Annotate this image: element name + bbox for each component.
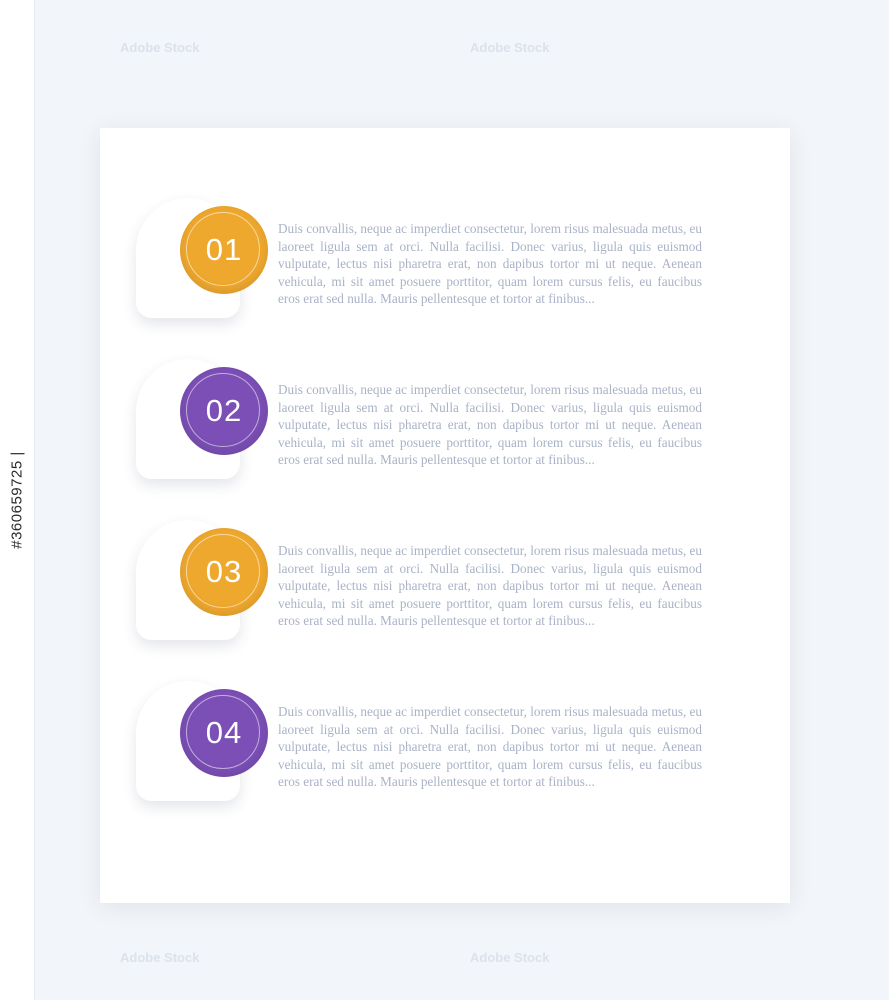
step-badge-plate [136, 359, 243, 479]
step-row[interactable] [100, 359, 790, 521]
stock-watermark-id: #360659725 [8, 460, 26, 549]
step-number-badge[interactable] [180, 367, 268, 455]
step-number-label: 04 [205, 715, 243, 750]
step-body-text: Duis convallis, neque ac imperdiet consectetur, lorem risus malesuada metus, eu laoreet ligula sem at orci. Nulla facilisi. Donec varius, ligula quis euismod vulputate, lectus nisi pharetra erat, non dapibus tortor mi ut neque. Aenean vehicula, mi sit amet posuere porttitor, quam lorem cursus felis, eu faucibus eros erat sed nulla. Mauris pellentesque et tortor at finibus... [278, 382, 702, 468]
step-number-label: 02 [205, 393, 243, 428]
watermark-tile-brand: Adobe Stock [470, 40, 550, 55]
stock-watermark-bar [0, 0, 35, 1000]
watermark-tile [470, 40, 549, 55]
step-number-label: 03 [205, 554, 243, 589]
step-row[interactable] [100, 198, 790, 360]
step-number-badge[interactable] [180, 528, 268, 616]
step-body-text: Duis convallis, neque ac imperdiet consectetur, lorem risus malesuada metus, eu laoreet ligula sem at orci. Nulla facilisi. Donec varius, ligula quis euismod vulputate, lectus nisi pharetra erat, non dapibus tortor mi ut neque. Aenean vehicula, mi sit amet posuere porttitor, quam lorem cursus felis, eu faucibus eros erat sed nulla. Mauris pellentesque et tortor at finibus... [278, 543, 702, 629]
watermark-tile [120, 950, 199, 965]
watermark-tile [470, 950, 549, 965]
watermark-tile-brand: Adobe Stock [120, 950, 200, 965]
step-badge-plate [136, 520, 243, 640]
step-number-badge[interactable] [180, 689, 268, 777]
step-number-badge[interactable] [180, 206, 268, 294]
step-body-text: Duis convallis, neque ac imperdiet consectetur, lorem risus malesuada metus, eu laoreet ligula sem at orci. Nulla facilisi. Donec varius, ligula quis euismod vulputate, lectus nisi pharetra erat, non dapibus tortor mi ut neque. Aenean vehicula, mi sit amet posuere porttitor, quam lorem cursus felis, eu faucibus eros erat sed nulla. Mauris pellentesque et tortor at finibus... [278, 221, 702, 307]
step-badge-plate [136, 198, 243, 318]
step-body-text: Duis convallis, neque ac imperdiet consectetur, lorem risus malesuada metus, eu laoreet ligula sem at orci. Nulla facilisi. Donec varius, ligula quis euismod vulputate, lectus nisi pharetra erat, non dapibus tortor mi ut neque. Aenean vehicula, mi sit amet posuere porttitor, quam lorem cursus felis, eu faucibus eros erat sed nulla. Mauris pellentesque et tortor at finibus... [278, 704, 702, 790]
watermark-tile [120, 40, 199, 55]
step-row[interactable] [100, 681, 790, 843]
infographic-card [100, 128, 790, 903]
stock-watermark-text [9, 451, 26, 549]
stock-watermark-separator: | [8, 451, 26, 456]
watermark-tile-brand: Adobe Stock [470, 950, 550, 965]
step-number-label: 01 [205, 232, 243, 267]
step-row[interactable] [100, 520, 790, 682]
step-badge-plate [136, 681, 243, 801]
watermark-tile-brand: Adobe Stock [120, 40, 200, 55]
